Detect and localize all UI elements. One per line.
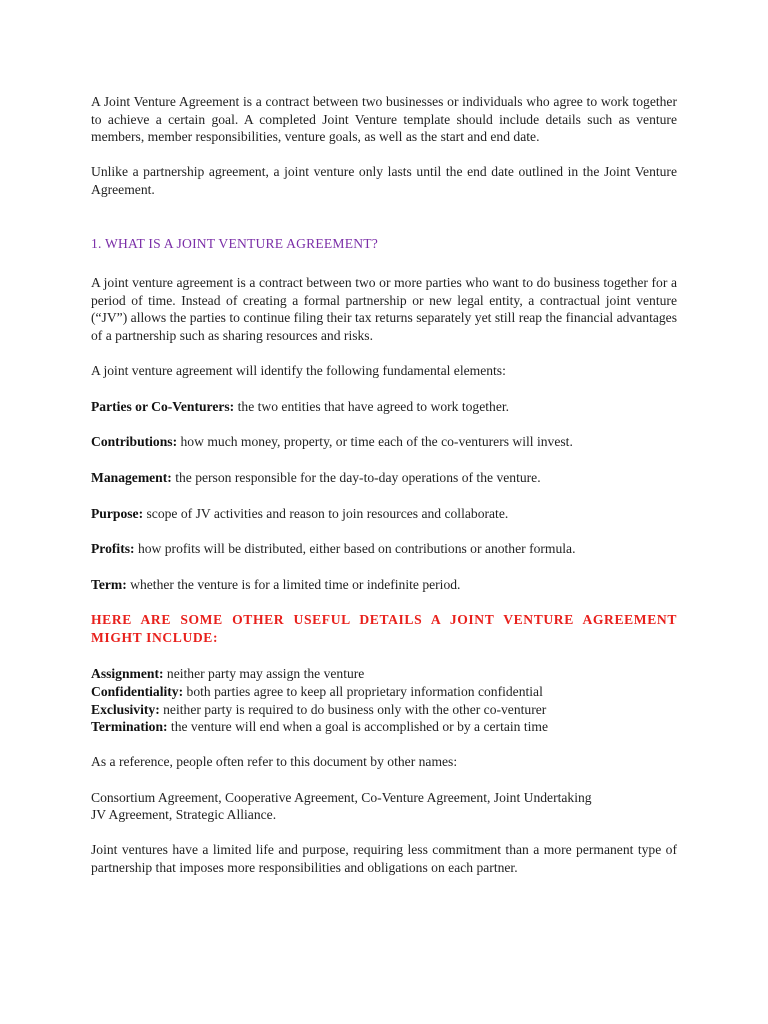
detail-assignment xyxy=(91,665,677,683)
detail-term: Confidentiality: xyxy=(91,684,184,700)
detail-desc: the venture will end when a goal is accomplished or by a certain time xyxy=(167,719,549,735)
element-contributions xyxy=(91,433,677,451)
element-desc: the person responsible for the day-to-day operations of the venture. xyxy=(171,469,541,485)
element-desc: scope of JV activities and reason to join resources and collaborate. xyxy=(143,505,509,521)
element-profits xyxy=(91,540,677,558)
detail-term: Termination: xyxy=(91,719,168,735)
intro-paragraph-1: A Joint Venture Agreement is a contract between two businesses or individuals who agree to work together to achieve a certain goal. A completed Joint Venture template should include details such as venture members, member responsibilities, venture goals, as well as the start and end date. xyxy=(91,94,677,145)
detail-desc: neither party is required to do business only with the other co-venturer xyxy=(159,701,547,717)
element-term: Contributions: xyxy=(91,434,178,450)
details-list xyxy=(91,665,677,735)
alternate-names-line-2: JV Agreement, Strategic Alliance. xyxy=(91,807,277,823)
section-2-heading: HERE ARE SOME OTHER USEFUL DETAILS A JOINT VENTURE AGREEMENT MIGHT INCLUDE: xyxy=(91,612,677,645)
element-desc: whether the venture is for a limited time or indefinite period. xyxy=(126,576,461,592)
reference-lead: As a reference, people often refer to this document by other names: xyxy=(91,754,458,770)
detail-termination xyxy=(91,718,677,736)
closing-paragraph: Joint ventures have a limited life and purpose, requiring less commitment than a more permanent type of partnership that imposes more responsibilities and obligations on each partner. xyxy=(91,842,677,875)
element-term: Parties or Co-Venturers: xyxy=(91,398,235,414)
element-term: Profits: xyxy=(91,541,135,557)
element-desc: how profits will be distributed, either based on contributions or another formula. xyxy=(134,541,576,557)
section-1-paragraph: A joint venture agreement is a contract between two or more parties who want to do business together for a period of time. Instead of creating a formal partnership or new legal entity, a contractual joint venture (“JV”) allows the parties to continue filing their tax returns separately yet still reap the financial advantages of a partnership such as sharing resources and risks. xyxy=(91,275,677,343)
element-parties xyxy=(91,398,677,416)
elements-lead-in: A joint venture agreement will identify the following fundamental elements: xyxy=(91,363,506,379)
element-term: Term: xyxy=(91,576,127,592)
detail-term: Assignment: xyxy=(91,666,164,682)
detail-exclusivity xyxy=(91,701,677,719)
alternate-names xyxy=(91,789,677,824)
detail-desc: neither party may assign the venture xyxy=(163,666,365,682)
element-management xyxy=(91,469,677,487)
document-page xyxy=(91,93,677,877)
section-1-heading: 1. WHAT IS A JOINT VENTURE AGREEMENT? xyxy=(91,235,378,251)
element-desc: how much money, property, or time each of the co-venturers will invest. xyxy=(177,434,573,450)
detail-term: Exclusivity: xyxy=(91,701,160,717)
element-desc: the two entities that have agreed to work together. xyxy=(234,398,510,414)
element-term: Management: xyxy=(91,469,172,485)
element-term-row xyxy=(91,576,677,594)
element-term: Purpose: xyxy=(91,505,144,521)
alternate-names-line-1: Consortium Agreement, Cooperative Agreement, Co-Venture Agreement, Joint Undertaking xyxy=(91,789,592,805)
detail-desc: both parties agree to keep all proprietary information confidential xyxy=(183,684,543,700)
intro-paragraph-2: Unlike a partnership agreement, a joint venture only lasts until the end date outlined in the Joint Venture Agreement. xyxy=(91,164,677,197)
element-purpose xyxy=(91,505,677,523)
detail-confidentiality xyxy=(91,683,677,701)
